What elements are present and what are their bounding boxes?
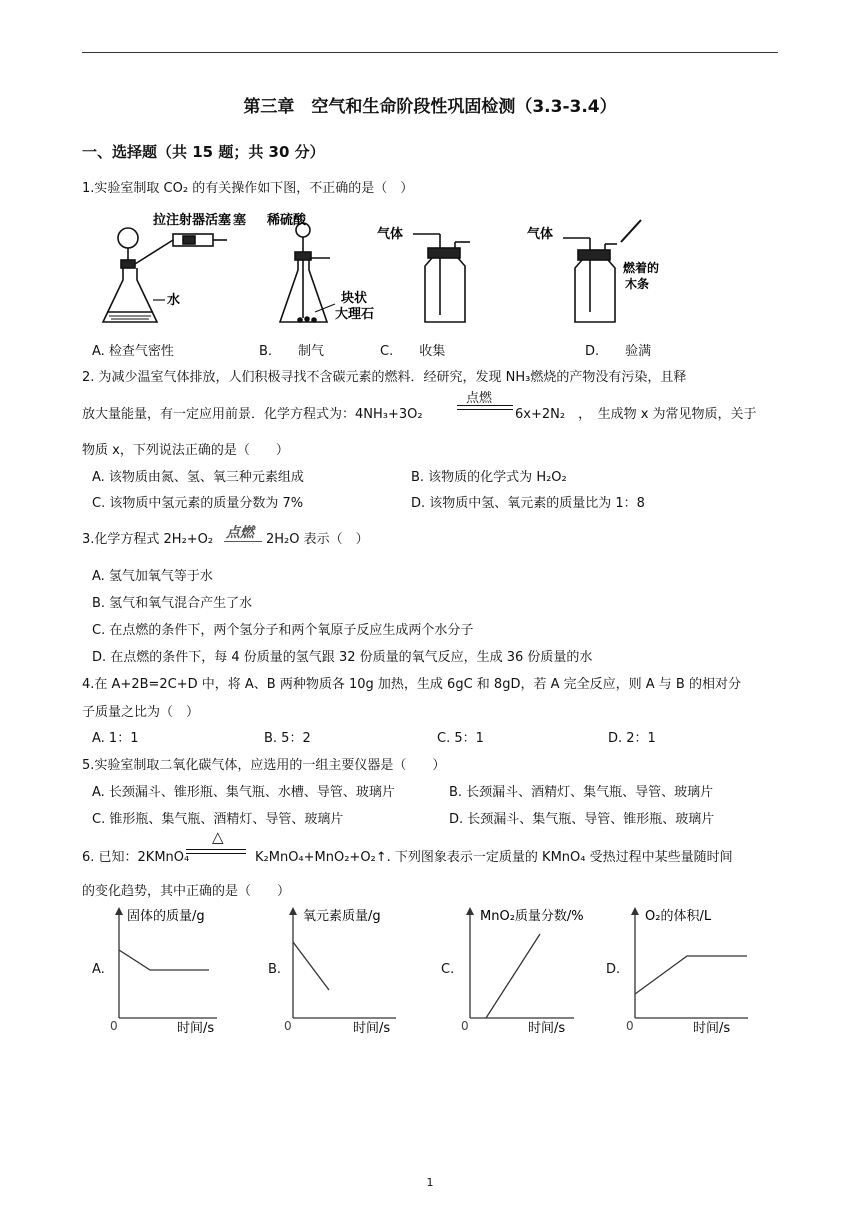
q6-equals-sign <box>186 849 246 854</box>
q2-option-a: A. 该物质由氮、氢、氧三种元素组成 <box>92 470 304 485</box>
q6-graph-d-letter: D. <box>606 962 621 977</box>
q1-fig-c <box>413 234 470 322</box>
q1-fig-gas2: 气体 <box>527 227 554 242</box>
header-rule <box>82 52 778 53</box>
q3-option-c: C. 在点燃的条件下，两个氢分子和两个氧原子反应生成两个水分子 <box>92 623 474 638</box>
q1-fig-b <box>280 223 330 322</box>
svg-text:塞: 塞 <box>233 213 247 228</box>
q6-graph-d-origin: 0 <box>626 1019 634 1033</box>
q6-graph-b-xlabel: 时间/s <box>353 1021 391 1036</box>
q2-line2a: 放大量能量，有一定应用前景．化学方程式为：4NH₃+3O₂ <box>82 407 423 422</box>
q6-graph-b-ylabel: 氧元素质量/g <box>303 909 381 924</box>
page-title: 第三章 空气和生命阶段性巩固检测（3.3-3.4） <box>243 97 617 117</box>
q6-graph-d <box>621 902 756 1037</box>
q4-option-d: D. 2：1 <box>608 731 656 746</box>
q1-fig-a <box>103 228 227 322</box>
q3-arrow-line <box>224 541 262 542</box>
q2-line1: 2. 为减少温室气体排放，人们积极寻找不含碳元素的燃料．经研究，发现 NH₃燃烧的产物没有污染，且释 <box>82 370 687 385</box>
q6-graph-b-origin: 0 <box>284 1019 292 1033</box>
q6-condition: △ <box>212 828 224 846</box>
q6-graph-a <box>105 902 220 1037</box>
q6-graph-d-curve <box>635 956 747 994</box>
q1-figure <box>95 200 695 335</box>
q3-option-b: B. 氢气和氧气混合产生了水 <box>92 596 253 611</box>
q1-fig-gas1: 气体 <box>377 227 404 242</box>
q5-option-c: C. 锥形瓶、集气瓶、酒精灯、导管、玻璃片 <box>92 812 344 827</box>
q5-option-b: B. 长颈漏斗、酒精灯、集气瓶、导管、玻璃片 <box>449 785 714 800</box>
q6-graph-c-curve <box>486 934 540 1018</box>
q6-graph-a-xlabel: 时间/s <box>177 1021 215 1036</box>
q4-option-b: B. 5：2 <box>264 731 311 746</box>
q3-stem-a: 3.化学方程式 2H₂+O₂ <box>82 532 214 547</box>
q4-option-c: C. 5：1 <box>437 731 484 746</box>
q6-graph-b-letter: B. <box>268 962 282 977</box>
q1-option-c: C. 收集 <box>380 344 446 359</box>
svg-text:大理石: 大理石 <box>335 307 375 322</box>
q1-fig-b-label: 稀硫酸 <box>267 213 307 228</box>
q6-graph-c <box>456 902 601 1037</box>
section-heading: 一、选择题（共 15 题；共 30 分） <box>82 143 325 161</box>
q6-graph-a-curve <box>119 950 209 970</box>
q6-graph-a-origin: 0 <box>110 1019 118 1033</box>
q6-graph-c-xlabel: 时间/s <box>528 1021 566 1036</box>
q6-graph-c-origin: 0 <box>461 1019 469 1033</box>
q5-option-a: A. 长颈漏斗、锥形瓶、集气瓶、水槽、导管、玻璃片 <box>92 785 395 800</box>
q1-option-d: D. 验满 <box>585 344 652 359</box>
q6-graph-a-ylabel: 固体的质量/g <box>127 909 205 924</box>
q3-option-d: D. 在点燃的条件下，每 4 份质量的氢气跟 32 份质量的氧气反应，生成 36 份质量的水 <box>92 650 593 665</box>
q2-line3: 物质 x，下列说法正确的是（ ） <box>82 443 289 458</box>
q1-stem: 1.实验室制取 CO₂ 的有关操作如下图，不正确的是（ ） <box>82 181 414 196</box>
svg-text:木条: 木条 <box>625 277 650 291</box>
page-number: 1 <box>426 1176 434 1189</box>
q6-graph-d-xlabel: 时间/s <box>693 1021 731 1036</box>
q4-line1: 4.在 A+2B=2C+D 中，将 A、B 两种物质各 10g 加热，生成 6gC 和 8gD，若 A 完全反应，则 A 与 B 的相对分 <box>82 677 741 692</box>
q6-graph-a-letter: A. <box>92 962 105 977</box>
svg-text:块状: 块状 <box>341 291 368 306</box>
q6-graph-b <box>279 902 399 1037</box>
q2-equals-sign <box>457 405 513 410</box>
q5-stem: 5.实验室制取二氧化碳气体，应选用的一组主要仪器是（ ） <box>82 758 446 773</box>
q3-condition: 点燃 <box>226 525 254 541</box>
svg-text:燃着的: 燃着的 <box>623 261 660 275</box>
q6-graph-c-letter: C. <box>441 962 455 977</box>
q2-condition: 点燃 <box>466 391 493 406</box>
q6-graph-d-ylabel: O₂的体积/L <box>645 909 712 924</box>
q4-option-a: A. 1：1 <box>92 731 139 746</box>
q5-option-d: D. 长颈漏斗、集气瓶、导管、锥形瓶、玻璃片 <box>449 812 715 827</box>
q1-option-b: B. 制气 <box>259 344 325 359</box>
q6-line2: 的变化趋势，其中正确的是（ ） <box>82 884 291 899</box>
q3-option-a: A. 氢气加氧气等于水 <box>92 569 213 584</box>
q4-line2: 子质量之比为（ ） <box>82 705 200 720</box>
q2-line2b: 6x+2N₂ ， 生成物 x 为常见物质，关于 <box>515 407 757 422</box>
q2-option-c: C. 该物质中氢元素的质量分数为 7% <box>92 496 304 511</box>
q1-fig-water: 水 <box>167 293 181 308</box>
q6-line1a: 6. 已知：2KMnO₄ <box>82 850 190 865</box>
q2-option-b: B. 该物质的化学式为 H₂O₂ <box>411 470 567 485</box>
q6-graph-c-ylabel: MnO₂质量分数/% <box>480 909 584 924</box>
q1-fig-a-label: 拉注射器活塞 <box>153 213 232 228</box>
q1-option-a: A. 检查气密性 <box>92 344 174 359</box>
q6-line1b: K₂MnO₄+MnO₂+O₂↑. 下列图象表示一定质量的 KMnO₄ 受热过程中某些量随时间 <box>255 850 733 865</box>
q6-graph-b-curve <box>293 942 329 990</box>
q3-stem-b: 2H₂O 表示（ ） <box>266 532 369 547</box>
q2-option-d: D. 该物质中氢、氧元素的质量比为 1：8 <box>411 496 645 511</box>
